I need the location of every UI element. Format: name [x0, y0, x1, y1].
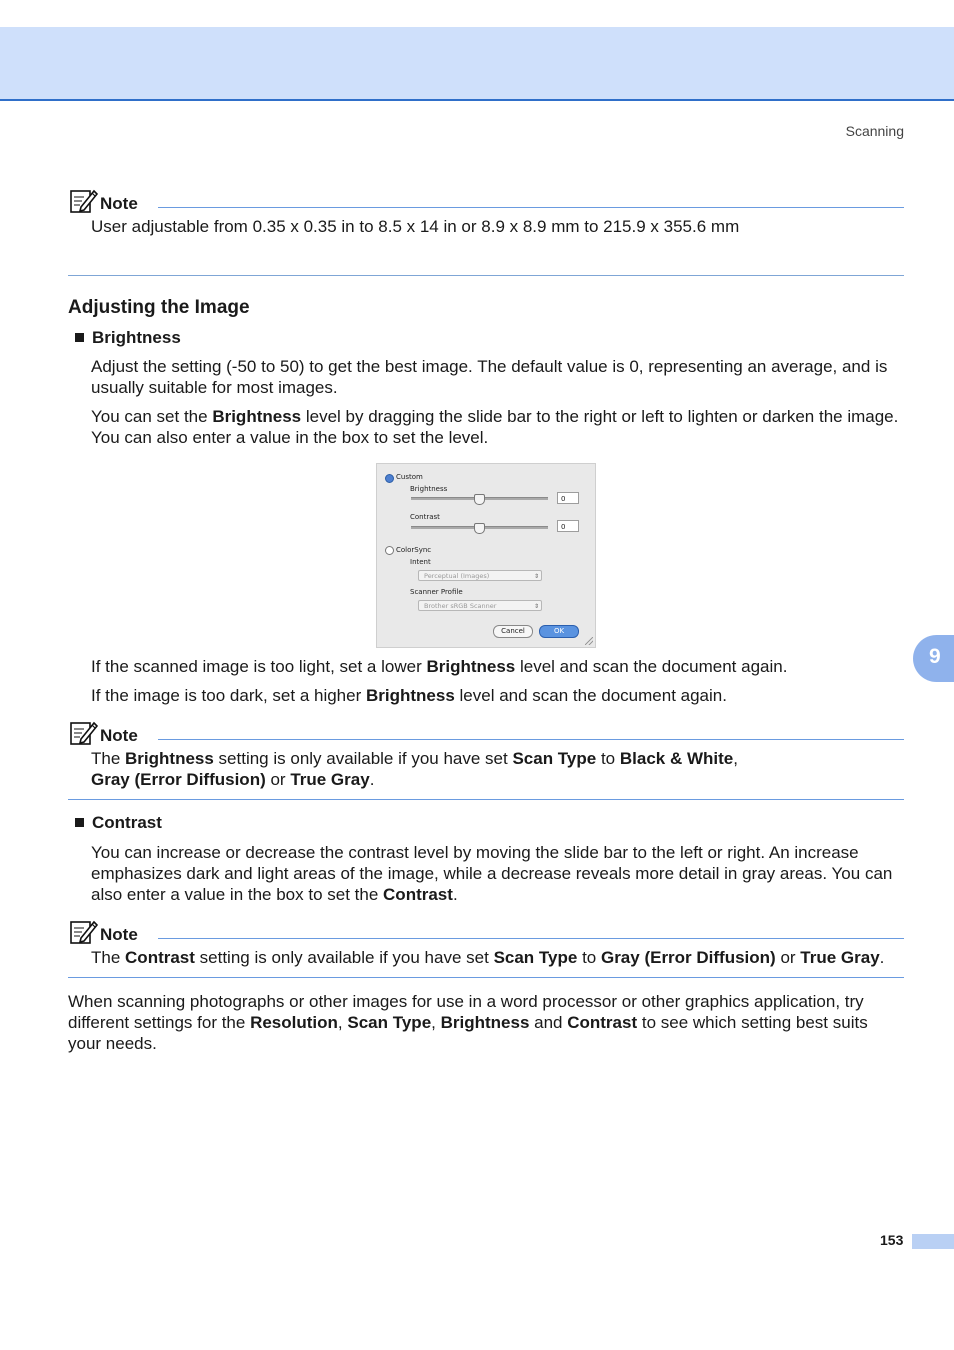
note-heading	[70, 919, 904, 947]
note-label: Note	[100, 194, 138, 213]
pencil-note-icon	[70, 720, 98, 746]
resize-grip-icon[interactable]	[585, 637, 593, 645]
colorsync-radio[interactable]	[385, 546, 394, 555]
brightness-heading: Brightness	[75, 328, 181, 348]
page-tab	[912, 1234, 954, 1249]
intent-popup[interactable]: Perceptual (Images) ⇕	[418, 570, 542, 581]
running-head: Scanning	[845, 123, 904, 139]
contrast-paragraph: You can increase or decrease the contrast level by moving the slide bar to the left or right. An increase emphasizes dark and light areas of the image, while a decrease reveals more detail in gray areas. You can also enter a value in the box to set the Contrast.	[91, 843, 893, 904]
divider	[68, 275, 904, 276]
brightness-paragraph: If the image is too dark, set a higher Brightness level and scan the document again.	[91, 686, 727, 705]
note-heading	[70, 720, 904, 748]
brightness-paragraph: If the scanned image is too light, set a lower Brightness level and scan the document again.	[91, 657, 788, 676]
custom-label: Custom	[396, 473, 423, 481]
note-label: Note	[100, 925, 138, 944]
colorsync-label: ColorSync	[396, 546, 432, 554]
brightness-paragraph: Adjust the setting (-50 to 50) to get the best image. The default value is 0, representing an average, and is usually suitable for most images.	[91, 357, 888, 397]
note-text: The Brightness setting is only available if you have set Scan Type to Black & White, Gray (Error Diffusion) or True Gray.	[91, 749, 738, 789]
contrast-slider-label: Contrast	[410, 513, 440, 521]
section-title: Adjusting the Image	[68, 297, 250, 318]
brightness-value-field[interactable]: 0	[557, 492, 579, 504]
contrast-heading: Contrast	[75, 813, 162, 833]
bullet-square-icon	[75, 333, 84, 342]
contrast-slider-thumb[interactable]	[474, 523, 485, 534]
note-rule	[158, 207, 904, 208]
ok-button[interactable]: OK	[539, 625, 579, 638]
chapter-number: 9	[929, 645, 941, 668]
pencil-note-icon	[70, 919, 98, 945]
pencil-note-icon	[70, 188, 98, 214]
intent-label: Intent	[410, 558, 431, 566]
header-band	[0, 27, 954, 101]
brightness-slider-thumb[interactable]	[474, 494, 485, 505]
note-text: The Contrast setting is only available if you have set Scan Type to Gray (Error Diffusion) or True Gray.	[91, 948, 885, 967]
divider	[68, 799, 904, 800]
cancel-button[interactable]: Cancel	[493, 625, 533, 638]
note-heading	[70, 188, 904, 216]
custom-radio[interactable]	[385, 474, 394, 483]
scanner-settings-dialog	[376, 463, 596, 648]
chapter-tab	[913, 635, 954, 682]
brightness-paragraph: You can set the Brightness level by dragging the slide bar to the right or left to lighten or darken the image. You can also enter a value in the box to set the level.	[91, 407, 899, 447]
page-number: 153	[880, 1232, 904, 1248]
scanner-profile-label: Scanner Profile	[410, 588, 463, 596]
contrast-value-field[interactable]: 0	[557, 520, 579, 532]
updown-arrows-icon: ⇕	[533, 573, 539, 580]
closing-paragraph: When scanning photographs or other images for use in a word processor or other graphics application, try different settings for the Resolution, Scan Type, Brightness and Contrast to see which setting best suits your needs.	[68, 992, 868, 1053]
note-label: Note	[100, 726, 138, 745]
divider	[68, 977, 904, 978]
bullet-square-icon	[75, 818, 84, 827]
note-rule	[158, 739, 904, 740]
note-rule	[158, 938, 904, 939]
note-text: User adjustable from 0.35 x 0.35 in to 8.5 x 14 in or 8.9 x 8.9 mm to 215.9 x 355.6 mm	[91, 217, 740, 236]
brightness-slider-label: Brightness	[410, 485, 448, 493]
scanner-profile-popup[interactable]: Brother sRGB Scanner ⇕	[418, 600, 542, 611]
updown-arrows-icon: ⇕	[533, 603, 539, 610]
